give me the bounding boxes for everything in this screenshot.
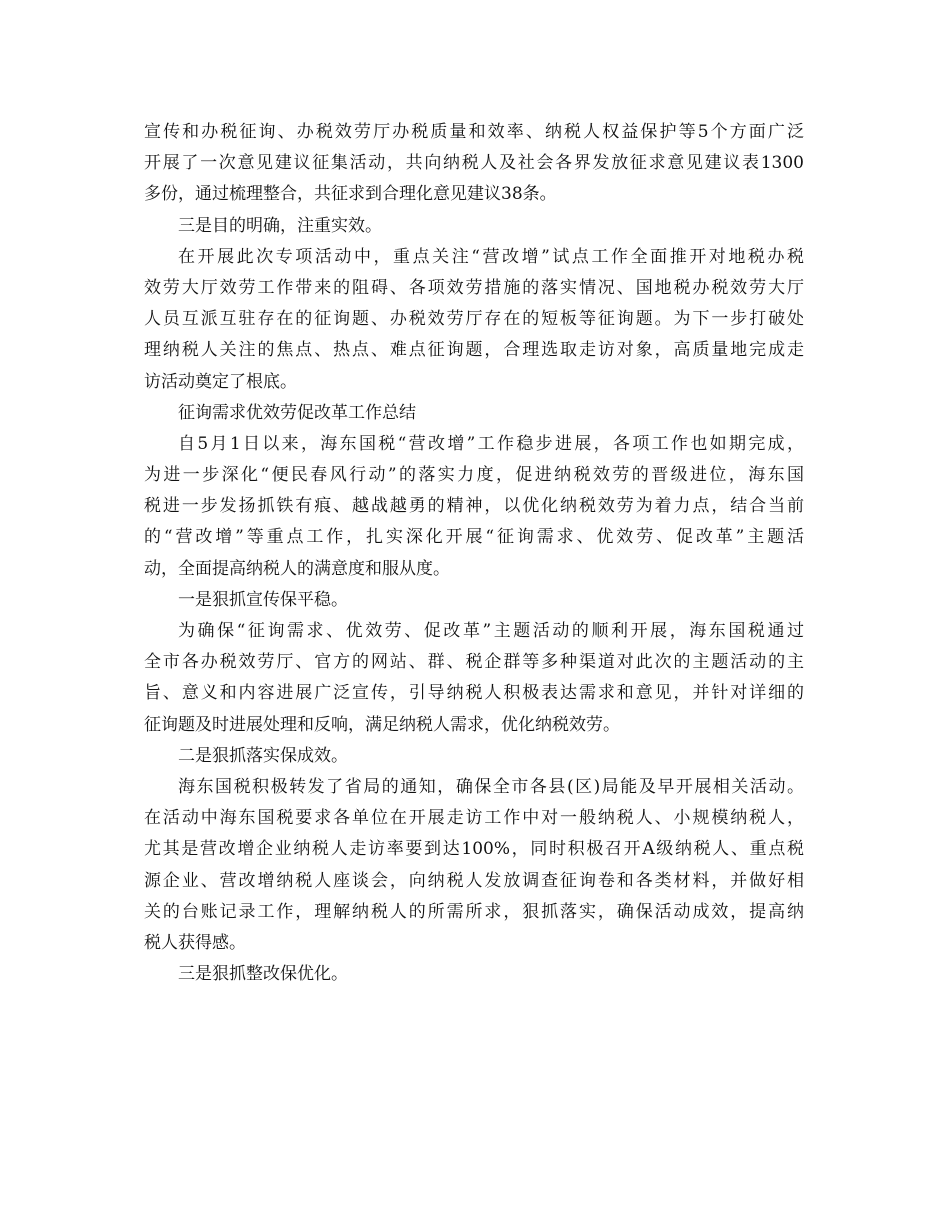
- text-line: 效劳大厅效劳工作带来的阻碍、各项效劳措施的落实情况、国地税办税效劳大厅: [144, 277, 804, 298]
- text-line: 在活动中海东国税要求各单位在开展走访工作中对一般纳税人、小规模纳税人，: [144, 808, 804, 829]
- text-line: 尤其是营改增企业纳税人走访率要到达100%，同时积极召开A级纳税人、重点税: [144, 839, 804, 860]
- text-line: 人员互派互驻存在的征询题、办税效劳厅存在的短板等征询题。为下一步打破处: [144, 309, 804, 330]
- text-line: 二是狠抓落实保成效。: [178, 745, 348, 766]
- text-line: 的“营改增”等重点工作，扎实深化开展“征询需求、优效劳、促改革”主题活: [144, 527, 804, 548]
- text-line: 旨、意义和内容进展广泛宣传，引导纳税人积极表达需求和意见，并针对详细的: [144, 683, 804, 704]
- text-line: 理纳税人关注的焦点、热点、难点征询题，合理选取走访对象，高质量地完成走: [144, 340, 804, 361]
- text-line: 三是狠抓整改保优化。: [178, 964, 348, 985]
- text-line: 税人获得感。: [144, 932, 246, 953]
- text-line: 海东国税积极转发了省局的通知，确保全市各县(区)局能及早开展相关活动。: [178, 776, 804, 797]
- text-line: 全市各办税效劳厅、官方的网站、群、税企群等多种渠道对此次的主题活动的主: [144, 652, 804, 673]
- text-line: 动，全面提高纳税人的满意度和服从度。: [144, 558, 450, 579]
- text-line: 宣传和办税征询、办税效劳厅办税质量和效率、纳税人权益保护等5个方面广泛: [144, 122, 804, 142]
- text-line: 多份，通过梳理整合，共征求到合理化意见建议38条。: [144, 184, 557, 205]
- text-line: 为进一步深化“便民春风行动”的落实力度，促进纳税效劳的晋级进位，海东国: [144, 465, 804, 486]
- text-line: 源企业、营改增纳税人座谈会，向纳税人发放调查征询卷和各类材料，并做好相: [144, 870, 804, 891]
- text-line: 征询题及时进展处理和反响，满足纳税人需求，优化纳税效劳。: [144, 714, 620, 735]
- text-line: 为确保“征询需求、优效劳、促改革”主题活动的顺利开展，海东国税通过: [178, 621, 804, 641]
- text-line: 自5月1日以来，海东国税“营改增”工作稳步进展，各项工作也如期完成，: [178, 433, 804, 454]
- text-line: 征询需求优效劳促改革工作总结: [178, 402, 416, 423]
- text-line: 在开展此次专项活动中，重点关注“营改增”试点工作全面推开对地税办税: [178, 246, 804, 267]
- text-line: 三是目的明确，注重实效。: [178, 215, 382, 236]
- text-line: 一是狠抓宣传保平稳。: [178, 589, 348, 610]
- text-line: 开展了一次意见建议征集活动，共向纳税人及社会各界发放征求意见建议表1300: [144, 153, 804, 174]
- document-body: [144, 117, 804, 990]
- text-line: 税进一步发扬抓铁有痕、越战越勇的精神，以优化纳税效劳为着力点，结合当前: [144, 496, 804, 517]
- text-line: 关的台账记录工作，理解纳税人的所需所求，狠抓落实，确保活动成效，提高纳: [144, 901, 804, 922]
- text-line: 访活动奠定了根底。: [144, 371, 297, 392]
